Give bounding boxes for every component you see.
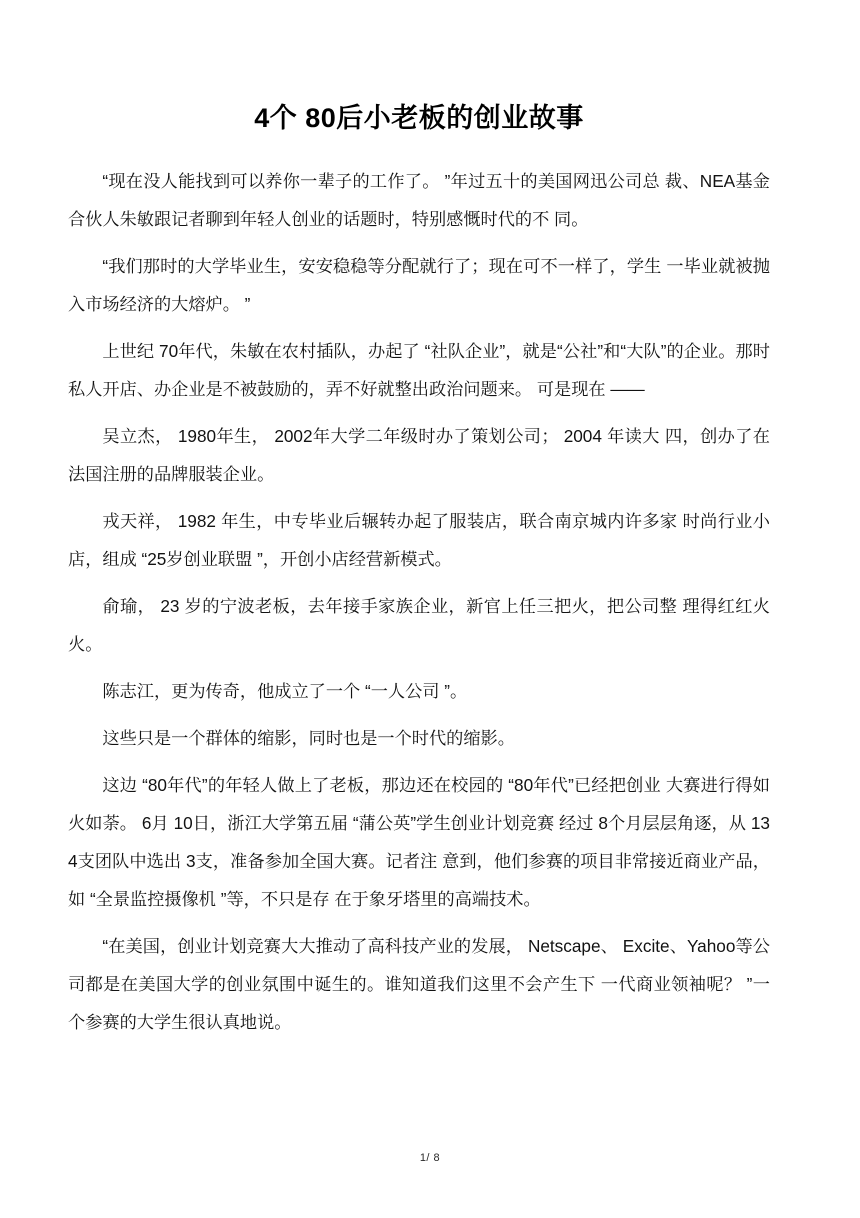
paragraph-3: 上世纪 70年代，朱敏在农村插队，办起了 “社队企业”，就是“公社”和“大队”的企业。那时私人开店、办企业是不被鼓励的，弄不好就整出政治问题来。 可是现在 —— xyxy=(68,341,770,400)
paragraph-1: “现在没人能找到可以养你一辈子的工作了。 ”年过五十的美国网迅公司总 裁、NEA基金合伙人朱敏跟记者聊到年轻人创业的话题时，特别感慨时代的不 同。 xyxy=(68,171,770,230)
article-body xyxy=(68,162,770,1041)
paragraph-2: “我们那时的大学毕业生，安安稳稳等分配就行了；现在可不一样了，学生 一毕业就被抛入市场经济的大熔炉。 ” xyxy=(68,256,770,315)
paragraph-4: 吴立杰， 1980年生， 2002年大学二年级时办了策划公司； 2004 年读大 四，创办了在法国注册的品牌服装企业。 xyxy=(68,426,770,485)
page-title: 4个 80后小老板的创业故事 xyxy=(254,103,584,133)
paragraph-6: 俞瑜， 23 岁的宁波老板，去年接手家族企业，新官上任三把火，把公司整 理得红红火火。 xyxy=(68,596,770,655)
paragraph-10: “在美国，创业计划竞赛大大推动了高科技产业的发展， Netscape、 Excite、Yahoo等公司都是在美国大学的创业氛围中诞生的。谁知道我们这里不会产生下 一代商业领袖呢？ ”一个参赛的大学生很认真地说。 xyxy=(68,936,770,1033)
paragraph-5: 戎天祥， 1982 年生，中专毕业后辗转办起了服装店，联合南京城内许多家 时尚行业小店，组成 “25岁创业联盟 ”，开创小店经营新模式。 xyxy=(68,511,770,570)
paragraph-9: 这边 “80年代”的年轻人做上了老板，那边还在校园的 “80年代”已经把创业 大赛进行得如火如荼。 6月 10日，浙江大学第五届 “蒲公英”学生创业计划竞赛 经过 8个月层层角逐，从 134支团队中选出 3支，准备参加全国大赛。记者注 意到，他们参赛的项目非常接近商业产品，如 “全景监控摄像机 ”等，不只是存 在于象牙塔里的高端技术。 xyxy=(68,775,770,910)
page-number-footer: 1/ 8 xyxy=(419,1152,441,1164)
paragraph-8: 这些只是一个群体的缩影，同时也是一个时代的缩影。 xyxy=(102,728,515,749)
paragraph-7: 陈志江，更为传奇，他成立了一个 “一人公司 ”。 xyxy=(102,681,468,702)
page-content xyxy=(68,0,770,1041)
